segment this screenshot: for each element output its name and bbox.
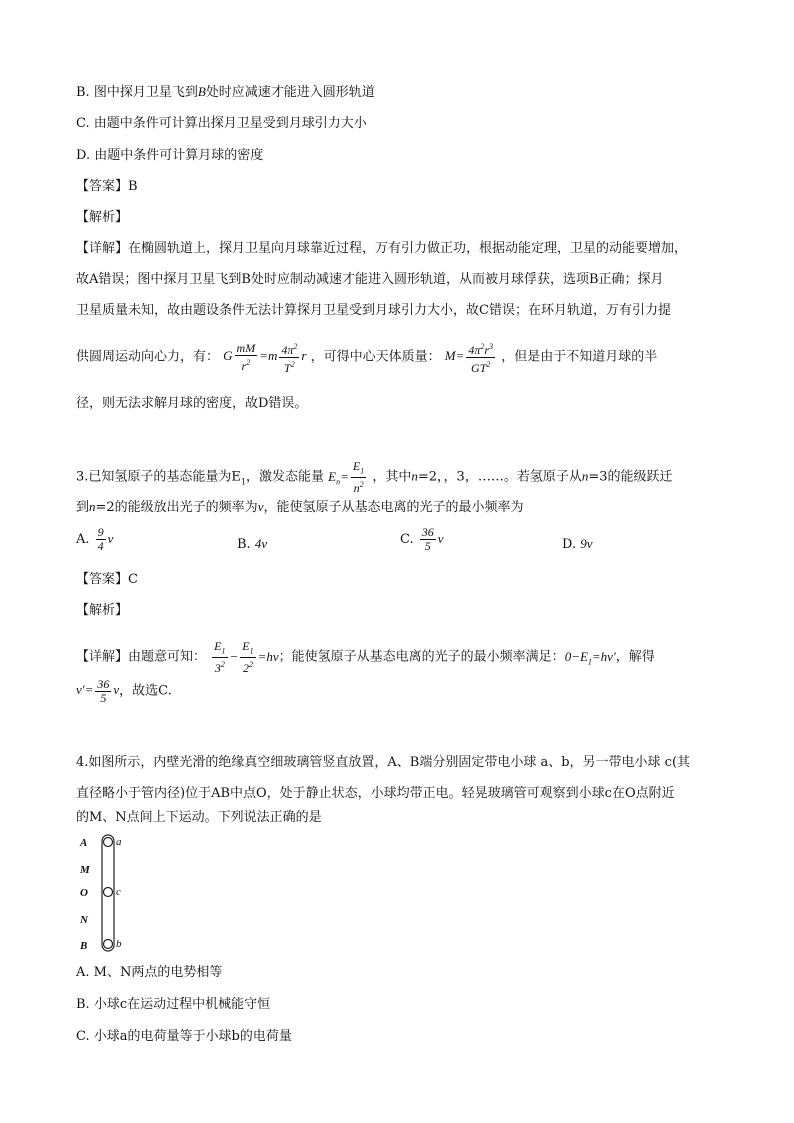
q3-option-c-var: ν	[437, 531, 444, 546]
q3-explanation-1c: ，解得	[615, 649, 655, 665]
q3-option-b-label: B.	[237, 537, 251, 552]
q3-stem-line-1: 3.已知氢原子的基态能量为$E_1$，激发态能量 $E_n=$ $\frac{E_1}{n^2}$ ，其中n=2，，3，……。若氢原子从n=3的能级跃迁	[76, 459, 673, 496]
q3-option-c-den: 5	[424, 539, 431, 553]
label-N: N	[80, 914, 88, 926]
q3-option-a-var: ν	[107, 531, 114, 546]
q3-option-c	[400, 526, 444, 553]
q4-stem-line-2: 直径略小于管内径)位于AB中点O，处于静止状态，小球均带正电。轻晃玻璃管可观察到小球c在O点附近	[76, 786, 675, 801]
q3-stem-line-2: 到n=2的能级放出光子的频率为ν，能使氢原子从基态电离的光子的最小频率为	[76, 499, 524, 515]
q3-option-a	[76, 526, 113, 553]
q3-option-d-label: D.	[562, 537, 577, 552]
q2-explanation-line-5: 径，则无法求解月球的密度，故D错误。	[76, 396, 308, 411]
q3-option-a-den: 4	[97, 539, 104, 553]
ball-c	[104, 888, 113, 897]
q4-option-a: A. M、N两点的电势相等	[76, 965, 223, 980]
q3-stem-1d: =2，，3，……。若氢原子从	[417, 469, 582, 485]
label-B: B	[80, 940, 88, 952]
q3-explanation-line-2	[76, 678, 172, 705]
q4-stem-line-3: 的M、N点间上下运动。下列说法正确的是	[76, 810, 322, 825]
q3-stem-1a: 3.已知氢原子的基态能量为E	[76, 469, 241, 485]
q2-option-b-text: B. 图中探月卫星飞到	[76, 85, 198, 100]
q2-option-c: C. 由题中条件可计算出探月卫星受到月球引力大小	[76, 116, 367, 131]
q2-explanation-4a: 供圆周运动向心力，有：	[76, 349, 220, 365]
q3-option-a-num: 9	[97, 525, 104, 539]
q3-stem-1b: ，激发态能量	[246, 469, 325, 485]
gravity-equation: G $\frac{mM}{r^2}$ =m $\frac{4\pi^2}{T^2}$ r	[223, 341, 307, 375]
label-c: c	[116, 886, 121, 898]
q3-option-b	[237, 536, 267, 552]
q3-stem-1e: =3的能级跃迁	[588, 469, 673, 485]
q3-stem-2c: ，能使氢原子从基态电离的光子的最小频率为	[263, 500, 524, 515]
q3-explanation-line-1	[76, 640, 655, 675]
q2-explanation-line-2: 故A错误；图中探月卫星飞到B处时应制动减速才能进入圆形轨道，从而被月球俘获，选项B正确；探月	[76, 272, 664, 287]
excited-energy-equation: $E_n=$ $\frac{E_1}{n^2}$	[328, 459, 365, 496]
q2-explanation-line-4	[76, 340, 657, 375]
q3-explanation-1b: ；能使氢原子从基态电离的光子的最小频率满足：	[278, 649, 565, 665]
q3-explanation-1a: 【详解】由题意可知：	[76, 649, 207, 665]
q3-explanation-2: ，故选C.	[119, 683, 172, 699]
q3-option-b-value: 4ν	[254, 536, 268, 551]
q3-answer: 【答案】C	[76, 572, 138, 587]
q3-analysis-label: 【解析】	[76, 603, 129, 618]
q2-answer: 【答案】B	[76, 179, 138, 194]
q2-explanation-line-1: 【详解】在椭圆轨道上，探月卫星向月球靠近过程，万有引力做正功，根据动能定理，卫星的动能要增加，	[76, 241, 688, 256]
q2-option-b	[76, 82, 375, 103]
result-equation: ν′= $\frac{36}{5}$ ν	[76, 677, 120, 705]
q3-option-d	[562, 536, 593, 552]
q4-stem-line-1: 4.如图所示，内壁光滑的绝缘真空细玻璃管竖直放置，A、B端分别固定带电小球 a、b，另一带电小球 c(其	[76, 755, 691, 770]
ball-b	[104, 940, 113, 949]
q3-stem-2a: 到	[76, 500, 90, 515]
q3-option-d-value: 9ν	[580, 536, 593, 551]
q3-option-a-label: A.	[76, 532, 90, 547]
label-b: b	[116, 938, 122, 950]
ionization-equation: $0-E_1=h\nu'$	[564, 648, 616, 667]
q2-option-d: D. 由题中条件可计算月球的密度	[76, 148, 264, 163]
label-A: A	[80, 837, 88, 849]
energy-difference-equation: $\frac{E_1}{3^2}$ − $\frac{E_1}{2^2}$ =hν	[214, 639, 279, 676]
glass-tube-figure	[78, 833, 138, 955]
ball-a	[104, 838, 113, 847]
q3-stem-2b: =2的能级放出光子的频率为	[95, 500, 258, 515]
q2-explanation-4b: ，可得中心天体质量：	[310, 349, 441, 365]
q2-option-b-tail: 处时应减速才能进入圆形轨道	[205, 85, 375, 100]
q2-explanation-4c: ，但是由于不知道月球的半	[501, 349, 658, 365]
q4-option-b: B. 小球c在运动过程中机械能守恒	[76, 997, 271, 1012]
label-a: a	[116, 836, 122, 848]
q3-option-c-label: C.	[400, 532, 414, 547]
q2-explanation-line-3: 卫星质量未知，故由题设条件无法计算探月卫星受到月球引力大小，故C错误；在环月轨道，万有引力提	[76, 303, 671, 318]
q4-option-c: C. 小球a的电荷量等于小球b的电荷量	[76, 1029, 292, 1044]
label-O: O	[80, 887, 88, 899]
q2-analysis-label: 【解析】	[76, 210, 129, 225]
mass-equation: M= $\frac{4\pi^2r^3}{GT^2}$	[444, 342, 494, 375]
label-M: M	[80, 864, 90, 876]
q3-stem-1c: ，其中	[372, 469, 412, 485]
q3-option-c-num: 36	[421, 525, 434, 539]
q2-option-b-var: B	[197, 84, 206, 99]
